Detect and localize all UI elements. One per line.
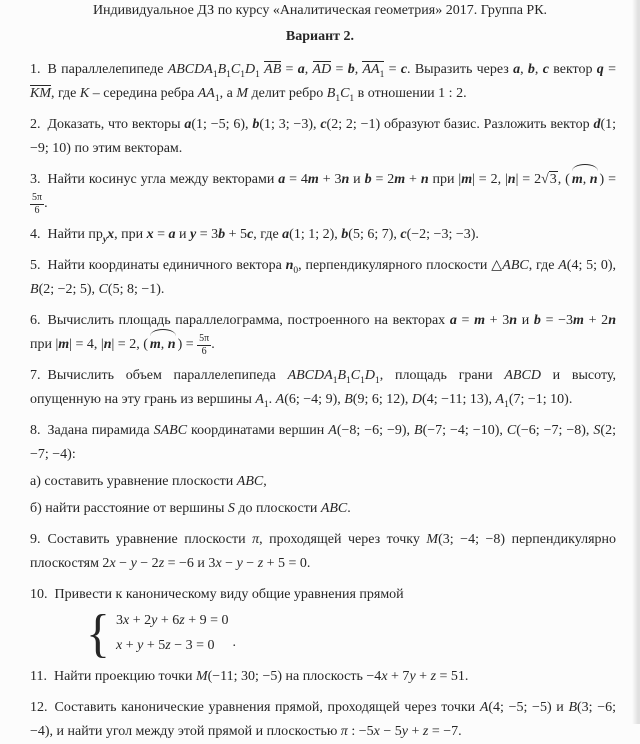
problem-3: 3. Найти косинус угла между векторами a = 4m + 3n и b = 2m + n при |m| = 2, |n| = 2√3, ( m, n ) = $\frac{5\pi}{6}$ . (30, 168, 616, 216)
vector-overline: $AA_1$ (362, 62, 385, 80)
problem-2: 2. Доказать, что векторы a(1; −5; 6), b(1; 3; −3), c(2; 2; −1) образуют базис. Разложить вектор d(1; −9; 10) по этим векторам. (30, 117, 617, 156)
problem-number: 7. (30, 368, 41, 383)
problem-number: 5. (30, 258, 41, 273)
course-title: Индивидуальное ДЗ по курсу «Аналитическая геометрия» 2017. Группа РК. (92, 3, 548, 18)
equation-system (86, 603, 616, 663)
problem-number: 8. (30, 423, 41, 438)
problem-12: 12. Составить канонические уравнения прямой, проходящей через точки A(4; −5; −5) и B(3; −6; −4), и найти угол между этой прямой и плоскостью π : −5x − 5y + z = −7. (30, 700, 616, 739)
problem-6: 6. Вычислить площадь параллелограмма, построенного на векторах a = m + 3n и b = −3m + 2n при |m| = 4, |n| = 2, ( m, n ) = $\frac{5\pi}{6}$ . (30, 313, 616, 357)
problem-11: 11. Найти проекцию точки M(−11; 30; −5) на плоскость −4x + 7y + z = 51. (30, 669, 469, 684)
left-brace-icon: { (86, 603, 110, 663)
vector-overline: KM (30, 86, 51, 101)
vector-overline: AB (264, 62, 282, 77)
problem-subitem: б) найти расстояние от вершины S до плоскости ABC. (30, 501, 351, 516)
problem-number: 10. (30, 587, 48, 602)
problem-8: 8. Задана пирамида SABC координатами вершин A(−8; −6; −9), B(−7; −4; −10), C(−6; −7; −8), S(2; −7; −4): (30, 423, 616, 462)
problem-subitem: а) составить уравнение плоскости ABC, (30, 474, 267, 489)
equation: 3x + 2y + 6z + 9 = 0 (116, 613, 229, 628)
document-header (0, 0, 640, 45)
variant-title: Вариант 2. (285, 29, 355, 44)
problem-number: 9. (30, 532, 41, 547)
angle-hat: m, n (570, 168, 600, 192)
vector-overline: AD (312, 62, 332, 77)
sqrt-expression: √3 (541, 172, 557, 187)
problem-number: 11. (30, 669, 47, 684)
fraction: $\frac{5\pi}{6}$ (32, 192, 43, 216)
problem-7: 7. Вычислить объем параллелепипеда $ABCDA_1B_1C_1D_1$, площадь грани ABCD и высоту, опущенную на эту грань из вершины $A_1$. A(6; −4; 9), B(9; 6; 12), D(4; −11; 13), $A_1(7$; −1; 10). (30, 368, 616, 410)
equation: x + y + 5z − 3 = 0 (116, 638, 215, 653)
problem-4: 4. Найти $пр_yx$, при x = a и y = 3b + 5c, где a(1; 1; 2), b(5; 6; 7), c(−2; −3; −3). (30, 227, 479, 245)
problem-number: 12. (30, 700, 48, 715)
problem-5: 5. Найти координаты единичного вектора $n_0$, перпендикулярного плоскости △ABC, где A(4; 5; 0), B(2; −2; 5), C(5; 8; −1). (30, 258, 616, 297)
angle-hat: m, n (148, 333, 178, 357)
problem-9: 9. Составить уравнение плоскости π, проходящей через точку M(3; −4; −8) перпендикулярно плоскостям 2x − y − 2z = −6 и 3x − y − z + 5 = 0. (30, 532, 616, 571)
problem-number: 2. (30, 117, 41, 132)
fraction: $\frac{5\pi}{6}$ (199, 333, 210, 357)
scan-edge-shadow (632, 0, 640, 724)
problem-number: 4. (30, 227, 41, 242)
system-period: . (232, 634, 236, 650)
problem-number: 3. (30, 172, 41, 187)
problems-list (30, 58, 616, 744)
problem-10: 10. Привести к каноническому виду общие уравнения прямой { 3x + 2y + 6z + 9 = 0 x + y + 5z − 3 = 0 . (30, 583, 616, 658)
problem-number: 1. (30, 62, 41, 77)
problem-1: 1. В параллелепипеде $ABCDA_1B_1C_1D_1$ AB = a, AD = b, $AA_1 = c$. Выразить через a, b, c вектор q = KM, где K – середина ребра $AA_1$, а M делит ребро $B_1C_1$ в отношении 1 : 2. (30, 62, 616, 104)
problem-number: 6. (30, 313, 41, 328)
